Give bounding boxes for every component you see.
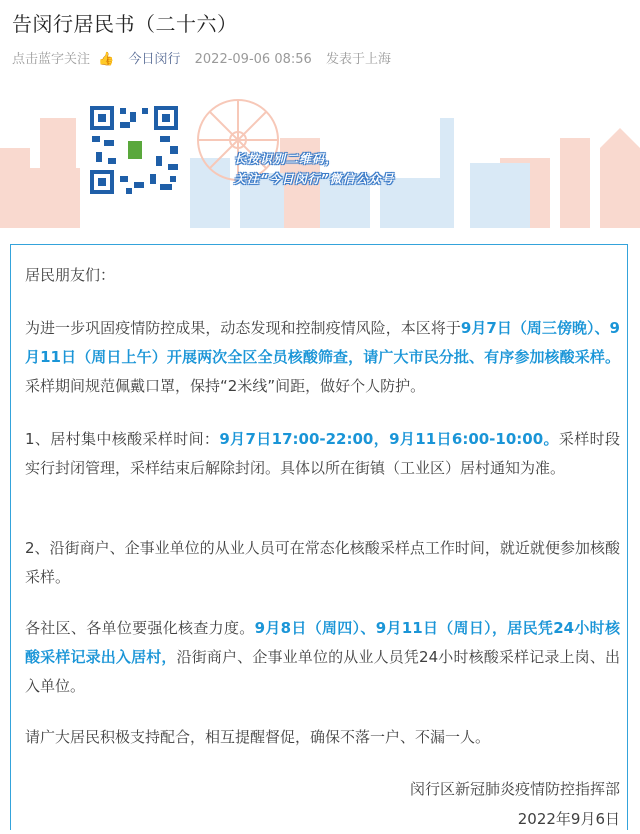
paragraph-3: 2、沿街商户、企事业单位的从业人员可在常态化核酸采样点工作时间，就近就便参加核酸采样。 — [25, 539, 620, 586]
paragraph-2 — [25, 425, 620, 483]
publish-location: 发表于上海 — [325, 52, 391, 67]
paragraph-1-text-end: 采样期间规范佩戴口罩，保持“2米线”间距，做好个人防护。 — [25, 377, 426, 395]
thumbs-up-icon: 👍 — [98, 52, 115, 67]
qr-banner — [0, 78, 640, 228]
paragraph-2-text-end: 采样时段实行封闭管理，采样结束后解除封闭。具体以所在街镇（工业区）居村通知为准。 — [25, 430, 621, 477]
paragraph-2-text: 1、居村集中核酸采样时间： — [25, 430, 220, 448]
paragraph-4-highlight: 9月8日（周四）、9月11日（周日），居民凭24小时核酸采样记录出入居村， — [25, 619, 620, 666]
paragraph-1-highlight: 9月7日（周三傍晚）、9月11日（周日上午）开展两次全区全员核酸筛查，请广大市民分批、有序参加核酸采样。 — [25, 319, 620, 366]
paragraph-2-highlight: 9月7日17:00-22:00，9月11日6:00-10:00。 — [219, 430, 559, 448]
paragraph-1-text: 为进一步巩固疫情防控成果，动态发现和控制疫情风险，本区将于 — [25, 319, 461, 337]
signature-date: 2022年9月6日 — [517, 810, 620, 828]
paragraph-4 — [25, 614, 620, 701]
publish-date: 2022-09-06 08:56 — [194, 52, 312, 67]
paragraph-1 — [25, 314, 620, 401]
paragraph-5: 请广大居民积极支持配合，相互提醒督促，确保不落一户、不漏一人。 — [25, 728, 491, 746]
signature-org: 闵行区新冠肺炎疫情防控指挥部 — [409, 780, 620, 798]
article-title: 告闵行居民书（二十六） — [12, 12, 238, 36]
paragraph-4-text-end: 沿街商户、企事业单位的从业人员凭24小时核酸采样记录上岗、出入单位。 — [25, 648, 620, 695]
banner-slogan-line1: 长按识别二维码， — [234, 152, 339, 166]
notice-body — [10, 244, 628, 830]
account-name-link[interactable]: 今日闵行 — [128, 52, 181, 67]
article-meta — [12, 48, 401, 67]
follow-hint-link[interactable]: 点击蓝字关注 — [12, 52, 91, 67]
paragraph-4-text: 各社区、各单位要强化核查力度。 — [25, 619, 255, 637]
greeting: 居民朋友们： — [25, 266, 116, 284]
banner-slogan-line2: 关注“今日闵行”微信公众号 — [234, 172, 395, 186]
